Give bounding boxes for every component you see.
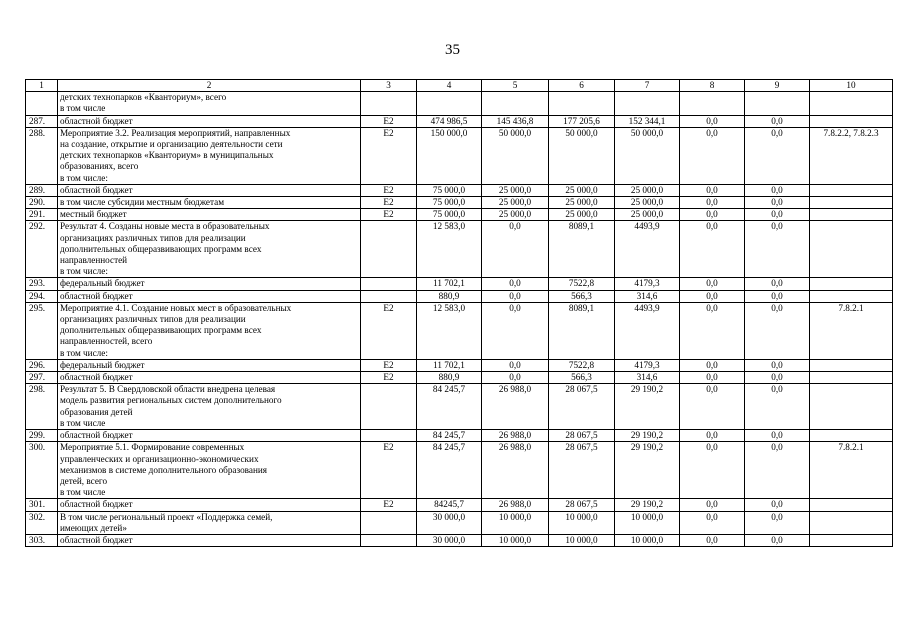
value-col7: 314,6: [615, 290, 680, 302]
value-col6: 25 000,0: [549, 209, 615, 221]
reference-cell: [810, 209, 893, 221]
row-name: областной бюджет: [58, 184, 361, 196]
value-col6: 28 067,5: [549, 430, 615, 442]
value-col8: 0,0: [680, 384, 745, 430]
value-col4: 75 000,0: [417, 209, 482, 221]
value-col9: 0,0: [745, 359, 810, 371]
value-col8: 0,0: [680, 278, 745, 290]
value-col4: 75 000,0: [417, 184, 482, 196]
row-name: областной бюджет: [58, 534, 361, 546]
value-col5: 25 000,0: [482, 209, 549, 221]
row-name: областной бюджет: [58, 115, 361, 127]
value-col7: [615, 92, 680, 115]
reference-cell: [810, 372, 893, 384]
value-col5: 10 000,0: [482, 534, 549, 546]
code-cell: Е2: [361, 115, 417, 127]
value-col9: 0,0: [745, 372, 810, 384]
value-col7: 10 000,0: [615, 511, 680, 534]
row-number: 288.: [26, 127, 58, 184]
value-col5: 25 000,0: [482, 197, 549, 209]
value-col6: 566,3: [549, 290, 615, 302]
reference-cell: [810, 499, 893, 511]
value-col6: 28 067,5: [549, 499, 615, 511]
code-cell: Е2: [361, 127, 417, 184]
value-col6: 177 205,6: [549, 115, 615, 127]
header-cell: 1: [26, 80, 58, 92]
value-col4: 30 000,0: [417, 511, 482, 534]
row-number: [26, 92, 58, 115]
table-row: [26, 534, 893, 546]
value-col9: 0,0: [745, 302, 810, 359]
value-col7: 4493,9: [615, 302, 680, 359]
reference-cell: [810, 197, 893, 209]
row-number: 303.: [26, 534, 58, 546]
row-name: местный бюджет: [58, 209, 361, 221]
value-col8: 0,0: [680, 372, 745, 384]
value-col8: 0,0: [680, 442, 745, 499]
code-cell: [361, 384, 417, 430]
value-col6: 7522,8: [549, 278, 615, 290]
table-row: [26, 278, 893, 290]
reference-cell: 7.8.2.2, 7.8.2.3: [810, 127, 893, 184]
reference-cell: 7.8.2.1: [810, 442, 893, 499]
value-col4: 12 583,0: [417, 302, 482, 359]
code-cell: Е2: [361, 359, 417, 371]
value-col6: 10 000,0: [549, 511, 615, 534]
row-name: Результат 5. В Свердловской области внедрена целевая модель развития региональных систем дополнительного образования детей в том числе: [58, 384, 361, 430]
value-col9: 0,0: [745, 184, 810, 196]
value-col6: 25 000,0: [549, 184, 615, 196]
header-cell: 8: [680, 80, 745, 92]
code-cell: [361, 221, 417, 278]
row-number: 292.: [26, 221, 58, 278]
value-col8: 0,0: [680, 197, 745, 209]
table-row: [26, 221, 893, 278]
value-col4: 150 000,0: [417, 127, 482, 184]
reference-cell: [810, 359, 893, 371]
row-number: 299.: [26, 430, 58, 442]
table-row: [26, 430, 893, 442]
reference-cell: [810, 115, 893, 127]
row-number: 295.: [26, 302, 58, 359]
row-name: детских технопарков «Кванториум», всего в том числе: [58, 92, 361, 115]
value-col8: 0,0: [680, 511, 745, 534]
value-col7: 29 190,2: [615, 384, 680, 430]
value-col7: 29 190,2: [615, 442, 680, 499]
code-cell: Е2: [361, 372, 417, 384]
value-col8: 0,0: [680, 359, 745, 371]
header-cell: 4: [417, 80, 482, 92]
row-number: 290.: [26, 197, 58, 209]
table-row: [26, 209, 893, 221]
value-col5: 0,0: [482, 302, 549, 359]
value-col7: 25 000,0: [615, 184, 680, 196]
value-col7: 25 000,0: [615, 209, 680, 221]
code-cell: [361, 278, 417, 290]
value-col8: 0,0: [680, 290, 745, 302]
table-row: [26, 290, 893, 302]
value-col7: 4493,9: [615, 221, 680, 278]
header-cell: 10: [810, 80, 893, 92]
reference-cell: [810, 430, 893, 442]
table-row: [26, 302, 893, 359]
code-cell: Е2: [361, 209, 417, 221]
row-name: областной бюджет: [58, 372, 361, 384]
value-col7: 4179,3: [615, 278, 680, 290]
code-cell: [361, 430, 417, 442]
row-name: областной бюджет: [58, 430, 361, 442]
value-col4: 11 702,1: [417, 278, 482, 290]
reference-cell: [810, 184, 893, 196]
code-cell: [361, 290, 417, 302]
reference-cell: 7.8.2.1: [810, 302, 893, 359]
value-col8: 0,0: [680, 127, 745, 184]
value-col5: 145 436,8: [482, 115, 549, 127]
value-col7: 29 190,2: [615, 499, 680, 511]
value-col5: 26 988,0: [482, 499, 549, 511]
value-col9: 0,0: [745, 430, 810, 442]
header-cell: 2: [58, 80, 361, 92]
value-col8: 0,0: [680, 302, 745, 359]
value-col6: 25 000,0: [549, 197, 615, 209]
row-number: 297.: [26, 372, 58, 384]
row-name: Результат 4. Созданы новые места в образовательных организациях различных типов для реализации дополнительных общеразвивающих программ всех направленностей в том числе:: [58, 221, 361, 278]
header-cell: 6: [549, 80, 615, 92]
value-col6: 10 000,0: [549, 534, 615, 546]
table-row: [26, 442, 893, 499]
row-name: областной бюджет: [58, 290, 361, 302]
budget-table: [25, 79, 893, 547]
table-row: [26, 359, 893, 371]
value-col4: 84245,7: [417, 499, 482, 511]
reference-cell: [810, 511, 893, 534]
value-col8: 0,0: [680, 430, 745, 442]
row-number: 287.: [26, 115, 58, 127]
row-name: Мероприятие 4.1. Создание новых мест в образовательных организациях различных типов для реализации дополнительных общеразвивающих программ всех направленностей, всего в том числе:: [58, 302, 361, 359]
value-col7: 50 000,0: [615, 127, 680, 184]
value-col9: 0,0: [745, 209, 810, 221]
value-col5: 26 988,0: [482, 384, 549, 430]
code-cell: Е2: [361, 184, 417, 196]
row-name: Мероприятие 3.2. Реализация мероприятий, направленных на создание, открытие и организацию деятельности сети детских технопарков «Кванториум» в муниципальных образованиях, всего в том числе:: [58, 127, 361, 184]
value-col4: 11 702,1: [417, 359, 482, 371]
row-number: 296.: [26, 359, 58, 371]
value-col4: 75 000,0: [417, 197, 482, 209]
value-col9: 0,0: [745, 384, 810, 430]
row-name: Мероприятие 5.1. Формирование современных управленческих и организационно-экономических механизмов в системе дополнительного образования детей, всего в том числе: [58, 442, 361, 499]
code-cell: Е2: [361, 302, 417, 359]
code-cell: Е2: [361, 442, 417, 499]
value-col4: 12 583,0: [417, 221, 482, 278]
reference-cell: [810, 534, 893, 546]
value-col5: 26 988,0: [482, 430, 549, 442]
value-col9: 0,0: [745, 197, 810, 209]
header-cell: 5: [482, 80, 549, 92]
value-col7: 4179,3: [615, 359, 680, 371]
reference-cell: [810, 221, 893, 278]
value-col8: 0,0: [680, 184, 745, 196]
row-name: федеральный бюджет: [58, 359, 361, 371]
value-col9: 0,0: [745, 442, 810, 499]
value-col5: 10 000,0: [482, 511, 549, 534]
value-col6: 8089,1: [549, 302, 615, 359]
value-col5: 0,0: [482, 278, 549, 290]
value-col7: 25 000,0: [615, 197, 680, 209]
value-col6: 28 067,5: [549, 442, 615, 499]
row-number: 298.: [26, 384, 58, 430]
table-header-row: [26, 80, 893, 92]
value-col4: [417, 92, 482, 115]
header-cell: 7: [615, 80, 680, 92]
page-number: 35: [445, 42, 460, 58]
reference-cell: [810, 384, 893, 430]
table-row: [26, 115, 893, 127]
value-col9: 0,0: [745, 290, 810, 302]
value-col9: 0,0: [745, 499, 810, 511]
row-name: областной бюджет: [58, 499, 361, 511]
value-col7: 152 344,1: [615, 115, 680, 127]
value-col9: 0,0: [745, 221, 810, 278]
value-col6: 7522,8: [549, 359, 615, 371]
value-col6: 8089,1: [549, 221, 615, 278]
table-row: [26, 511, 893, 534]
value-col6: 28 067,5: [549, 384, 615, 430]
row-number: 302.: [26, 511, 58, 534]
code-cell: Е2: [361, 197, 417, 209]
header-cell: 3: [361, 80, 417, 92]
reference-cell: [810, 278, 893, 290]
table-row: [26, 92, 893, 115]
value-col8: [680, 92, 745, 115]
value-col4: 880,9: [417, 372, 482, 384]
value-col5: 0,0: [482, 221, 549, 278]
value-col9: [745, 92, 810, 115]
value-col5: 0,0: [482, 372, 549, 384]
value-col8: 0,0: [680, 534, 745, 546]
row-number: 301.: [26, 499, 58, 511]
header-cell: 9: [745, 80, 810, 92]
code-cell: [361, 534, 417, 546]
value-col4: 30 000,0: [417, 534, 482, 546]
table-row: [26, 197, 893, 209]
table-row: [26, 184, 893, 196]
value-col7: 29 190,2: [615, 430, 680, 442]
value-col6: 50 000,0: [549, 127, 615, 184]
row-name: в том числе субсидии местным бюджетам: [58, 197, 361, 209]
value-col9: 0,0: [745, 534, 810, 546]
code-cell: [361, 92, 417, 115]
value-col9: 0,0: [745, 127, 810, 184]
row-number: 289.: [26, 184, 58, 196]
code-cell: [361, 511, 417, 534]
table-row: [26, 372, 893, 384]
value-col4: 84 245,7: [417, 430, 482, 442]
value-col9: 0,0: [745, 115, 810, 127]
value-col5: 26 988,0: [482, 442, 549, 499]
value-col7: 314,6: [615, 372, 680, 384]
table-row: [26, 384, 893, 430]
value-col8: 0,0: [680, 115, 745, 127]
row-number: 291.: [26, 209, 58, 221]
row-number: 294.: [26, 290, 58, 302]
value-col5: 50 000,0: [482, 127, 549, 184]
value-col8: 0,0: [680, 499, 745, 511]
value-col8: 0,0: [680, 221, 745, 278]
row-name: федеральный бюджет: [58, 278, 361, 290]
value-col6: 566,3: [549, 372, 615, 384]
value-col8: 0,0: [680, 209, 745, 221]
value-col5: [482, 92, 549, 115]
value-col7: 10 000,0: [615, 534, 680, 546]
reference-cell: [810, 290, 893, 302]
value-col4: 880,9: [417, 290, 482, 302]
table-row: [26, 499, 893, 511]
value-col4: 84 245,7: [417, 442, 482, 499]
value-col5: 0,0: [482, 359, 549, 371]
value-col9: 0,0: [745, 278, 810, 290]
row-number: 293.: [26, 278, 58, 290]
row-number: 300.: [26, 442, 58, 499]
value-col5: 25 000,0: [482, 184, 549, 196]
reference-cell: [810, 92, 893, 115]
code-cell: Е2: [361, 499, 417, 511]
table-row: [26, 127, 893, 184]
value-col4: 84 245,7: [417, 384, 482, 430]
row-name: В том числе региональный проект «Поддержка семей, имеющих детей»: [58, 511, 361, 534]
value-col9: 0,0: [745, 511, 810, 534]
value-col6: [549, 92, 615, 115]
value-col5: 0,0: [482, 290, 549, 302]
value-col4: 474 986,5: [417, 115, 482, 127]
